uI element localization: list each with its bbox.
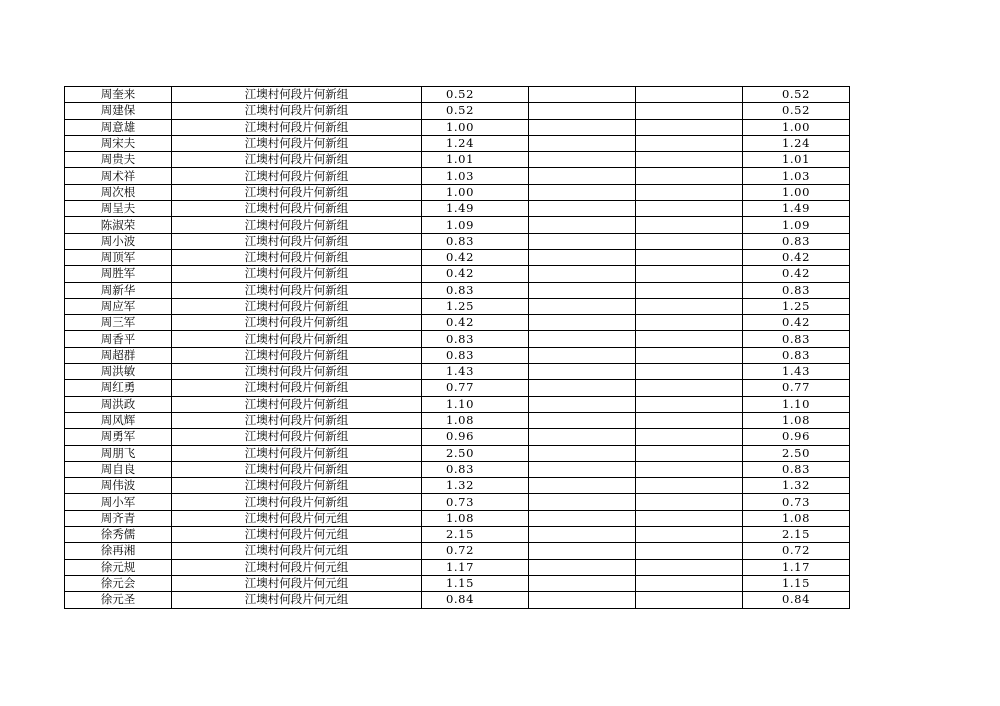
total-cell (743, 168, 850, 184)
location-cell: 江墺村何段片何新组 (172, 445, 422, 461)
empty-cell (636, 478, 743, 494)
name-cell: 周意雄 (65, 119, 172, 135)
empty-cell (529, 592, 636, 608)
table-row (65, 298, 850, 314)
total-cell-text: 0.83 (781, 347, 810, 362)
empty-cell (529, 201, 636, 217)
empty-cell (529, 217, 636, 233)
value-cell-text: 1.25 (445, 299, 474, 313)
name-cell: 周新华 (65, 282, 172, 298)
table-row (65, 315, 850, 331)
value-cell (422, 461, 529, 477)
value-cell (422, 103, 529, 119)
empty-cell (529, 331, 636, 347)
empty-cell (529, 249, 636, 265)
table-row (65, 429, 850, 445)
empty-cell (529, 119, 636, 135)
value-cell (422, 364, 529, 380)
value-cell (422, 315, 529, 331)
empty-cell (529, 527, 636, 543)
location-cell: 江墺村何段片何元组 (172, 592, 422, 608)
name-cell: 周小波 (65, 233, 172, 249)
empty-cell (636, 559, 743, 575)
total-cell (743, 412, 850, 428)
total-cell-text: 0.52 (781, 87, 810, 102)
total-cell (743, 429, 850, 445)
value-cell (422, 298, 529, 314)
total-cell (743, 152, 850, 168)
table-row (65, 510, 850, 526)
value-cell-text: 1.00 (445, 119, 474, 134)
table-row (65, 347, 850, 363)
value-cell-text: 0.84 (445, 592, 474, 607)
value-cell (422, 592, 529, 608)
total-cell (743, 119, 850, 135)
empty-cell (636, 494, 743, 510)
total-cell (743, 135, 850, 151)
location-cell: 江墺村何段片何新组 (172, 347, 422, 363)
location-cell: 江墺村何段片何新组 (172, 298, 422, 314)
value-cell (422, 152, 529, 168)
value-cell-text: 0.42 (445, 250, 474, 265)
total-cell-text: 1.09 (781, 217, 810, 232)
total-cell (743, 298, 850, 314)
empty-cell (529, 135, 636, 151)
total-cell-text: 1.25 (781, 299, 810, 313)
name-cell: 周超群 (65, 347, 172, 363)
name-cell: 周次根 (65, 184, 172, 200)
empty-cell (529, 282, 636, 298)
total-cell (743, 510, 850, 526)
location-cell: 江墺村何段片何新组 (172, 396, 422, 412)
total-cell (743, 217, 850, 233)
location-cell: 江墺村何段片何新组 (172, 412, 422, 428)
table-row (65, 543, 850, 559)
name-cell: 周风辉 (65, 412, 172, 428)
empty-cell (529, 543, 636, 559)
empty-cell (636, 135, 743, 151)
location-cell: 江墺村何段片何新组 (172, 380, 422, 396)
name-cell: 周红勇 (65, 380, 172, 396)
total-cell-text: 1.10 (781, 396, 810, 411)
name-cell: 周应军 (65, 298, 172, 314)
value-cell (422, 233, 529, 249)
table-row (65, 217, 850, 233)
empty-cell (529, 429, 636, 445)
total-cell (743, 315, 850, 331)
name-cell: 陈淑荣 (65, 217, 172, 233)
empty-cell (636, 364, 743, 380)
location-cell: 江墺村何段片何新组 (172, 315, 422, 331)
empty-cell (636, 331, 743, 347)
empty-cell (636, 152, 743, 168)
table-row (65, 152, 850, 168)
total-cell-text: 1.24 (781, 136, 810, 151)
empty-cell (529, 445, 636, 461)
name-cell: 周呈夫 (65, 201, 172, 217)
value-cell (422, 217, 529, 233)
table-row (65, 103, 850, 119)
name-cell: 徐元规 (65, 559, 172, 575)
value-cell (422, 347, 529, 363)
value-cell-text: 1.17 (445, 559, 474, 574)
location-cell: 江墺村何段片何元组 (172, 527, 422, 543)
empty-cell (636, 429, 743, 445)
total-cell-text: 0.42 (781, 250, 810, 265)
name-cell: 徐元圣 (65, 592, 172, 608)
value-cell-text: 0.77 (445, 380, 474, 395)
location-cell: 江墺村何段片何元组 (172, 543, 422, 559)
empty-cell (636, 103, 743, 119)
value-cell-text: 1.08 (445, 510, 474, 525)
value-cell-text: 1.10 (445, 396, 474, 411)
value-cell-text: 1.09 (445, 217, 474, 232)
value-cell (422, 249, 529, 265)
location-cell: 江墺村何段片何新组 (172, 478, 422, 494)
name-cell: 周伟波 (65, 478, 172, 494)
name-cell: 周齐青 (65, 510, 172, 526)
table-row (65, 168, 850, 184)
location-cell: 江墺村何段片何新组 (172, 119, 422, 135)
name-cell: 周贵夫 (65, 152, 172, 168)
total-cell-text: 1.08 (781, 510, 810, 525)
total-cell-text: 1.00 (781, 119, 810, 134)
empty-cell (636, 396, 743, 412)
total-cell-text: 1.01 (781, 152, 810, 167)
name-cell: 周胜军 (65, 266, 172, 282)
location-cell: 江墺村何段片何新组 (172, 494, 422, 510)
empty-cell (636, 217, 743, 233)
value-cell-text: 0.83 (445, 282, 474, 297)
data-table (64, 86, 850, 609)
name-cell: 周术祥 (65, 168, 172, 184)
value-cell-text: 1.00 (445, 184, 474, 199)
value-cell-text: 0.83 (445, 347, 474, 362)
value-cell (422, 396, 529, 412)
table-row (65, 478, 850, 494)
value-cell (422, 87, 529, 103)
value-cell (422, 478, 529, 494)
empty-cell (636, 87, 743, 103)
empty-cell (636, 201, 743, 217)
location-cell: 江墺村何段片何元组 (172, 510, 422, 526)
location-cell: 江墺村何段片何新组 (172, 249, 422, 265)
location-cell: 江墺村何段片何新组 (172, 217, 422, 233)
table-row (65, 364, 850, 380)
empty-cell (636, 119, 743, 135)
value-cell (422, 543, 529, 559)
value-cell-text: 0.42 (445, 315, 474, 330)
total-cell-text: 1.00 (781, 184, 810, 199)
total-cell-text: 0.83 (781, 331, 810, 346)
total-cell (743, 201, 850, 217)
total-cell (743, 575, 850, 591)
location-cell: 江墺村何段片何新组 (172, 461, 422, 477)
value-cell-text: 1.15 (445, 576, 474, 591)
value-cell (422, 119, 529, 135)
empty-cell (529, 315, 636, 331)
table-row (65, 249, 850, 265)
name-cell: 徐秀儒 (65, 527, 172, 543)
empty-cell (636, 510, 743, 526)
total-cell-text: 2.15 (781, 527, 810, 542)
total-cell-text: 1.17 (781, 559, 810, 574)
location-cell: 江墺村何段片何元组 (172, 559, 422, 575)
empty-cell (636, 575, 743, 591)
total-cell-text: 0.84 (781, 592, 810, 607)
table-row (65, 396, 850, 412)
total-cell (743, 396, 850, 412)
value-cell (422, 331, 529, 347)
value-cell-text: 0.83 (445, 233, 474, 248)
location-cell: 江墺村何段片何新组 (172, 168, 422, 184)
total-cell-text: 0.72 (781, 543, 810, 558)
table-row (65, 184, 850, 200)
name-cell: 周朋飞 (65, 445, 172, 461)
empty-cell (529, 559, 636, 575)
table-row (65, 445, 850, 461)
name-cell: 周洪政 (65, 396, 172, 412)
name-cell: 周顶军 (65, 249, 172, 265)
total-cell (743, 233, 850, 249)
empty-cell (636, 168, 743, 184)
empty-cell (636, 380, 743, 396)
value-cell-text: 0.83 (445, 461, 474, 476)
empty-cell (636, 445, 743, 461)
location-cell: 江墺村何段片何新组 (172, 152, 422, 168)
name-cell: 徐元会 (65, 575, 172, 591)
location-cell: 江墺村何段片何新组 (172, 331, 422, 347)
name-cell: 周勇军 (65, 429, 172, 445)
name-cell: 周洪敏 (65, 364, 172, 380)
total-cell-text: 0.77 (781, 380, 810, 395)
total-cell-text: 1.32 (781, 478, 810, 493)
total-cell-text: 0.83 (781, 461, 810, 476)
total-cell-text: 0.83 (781, 233, 810, 248)
empty-cell (636, 527, 743, 543)
value-cell (422, 494, 529, 510)
empty-cell (529, 87, 636, 103)
table-row (65, 494, 850, 510)
location-cell: 江墺村何段片何新组 (172, 282, 422, 298)
empty-cell (529, 510, 636, 526)
total-cell-text: 0.42 (781, 266, 810, 281)
value-cell-text: 1.01 (445, 152, 474, 167)
empty-cell (529, 184, 636, 200)
location-cell: 江墺村何段片何元组 (172, 575, 422, 591)
empty-cell (529, 380, 636, 396)
empty-cell (529, 478, 636, 494)
empty-cell (636, 592, 743, 608)
total-cell (743, 282, 850, 298)
value-cell-text: 1.43 (445, 364, 474, 379)
empty-cell (636, 184, 743, 200)
location-cell: 江墺村何段片何新组 (172, 266, 422, 282)
total-cell (743, 543, 850, 559)
empty-cell (529, 412, 636, 428)
table-row (65, 592, 850, 608)
total-cell-text: 1.43 (781, 364, 810, 379)
empty-cell (636, 249, 743, 265)
empty-cell (529, 575, 636, 591)
name-cell: 周香平 (65, 331, 172, 347)
value-cell-text: 1.03 (445, 168, 474, 183)
empty-cell (636, 282, 743, 298)
table-row (65, 87, 850, 103)
total-cell-text: 0.42 (781, 315, 810, 330)
name-cell: 徐再湘 (65, 543, 172, 559)
total-cell (743, 527, 850, 543)
name-cell: 周小军 (65, 494, 172, 510)
table-row (65, 282, 850, 298)
value-cell (422, 412, 529, 428)
empty-cell (529, 347, 636, 363)
value-cell-text: 1.08 (445, 413, 474, 428)
value-cell-text: 0.52 (445, 87, 474, 102)
value-cell-text: 0.42 (445, 266, 474, 281)
empty-cell (529, 152, 636, 168)
name-cell: 周自良 (65, 461, 172, 477)
total-cell (743, 445, 850, 461)
table-row (65, 380, 850, 396)
table-row (65, 266, 850, 282)
table-row (65, 119, 850, 135)
value-cell-text: 2.50 (445, 445, 474, 460)
empty-cell (529, 494, 636, 510)
table-row (65, 575, 850, 591)
total-cell-text: 1.49 (781, 201, 810, 216)
total-cell-text: 0.73 (781, 494, 810, 509)
total-cell (743, 184, 850, 200)
total-cell-text: 2.50 (781, 445, 810, 460)
table-row (65, 135, 850, 151)
total-cell (743, 478, 850, 494)
value-cell (422, 201, 529, 217)
value-cell-text: 0.52 (445, 103, 474, 118)
name-cell: 周宋夫 (65, 135, 172, 151)
value-cell (422, 184, 529, 200)
empty-cell (636, 266, 743, 282)
total-cell (743, 249, 850, 265)
location-cell: 江墺村何段片何新组 (172, 135, 422, 151)
value-cell-text: 1.32 (445, 478, 474, 493)
empty-cell (529, 461, 636, 477)
empty-cell (529, 233, 636, 249)
total-cell (743, 461, 850, 477)
location-cell: 江墺村何段片何新组 (172, 429, 422, 445)
value-cell (422, 445, 529, 461)
total-cell (743, 364, 850, 380)
table-row (65, 331, 850, 347)
value-cell-text: 2.15 (445, 527, 474, 542)
total-cell-text: 1.03 (781, 168, 810, 183)
total-cell (743, 331, 850, 347)
location-cell: 江墺村何段片何新组 (172, 233, 422, 249)
value-cell (422, 429, 529, 445)
value-cell-text: 0.72 (445, 543, 474, 558)
empty-cell (636, 315, 743, 331)
value-cell-text: 0.96 (445, 429, 474, 444)
empty-cell (636, 461, 743, 477)
location-cell: 江墺村何段片何新组 (172, 103, 422, 119)
total-cell (743, 347, 850, 363)
table-body (65, 87, 850, 609)
total-cell-text: 1.15 (781, 576, 810, 591)
location-cell: 江墺村何段片何新组 (172, 364, 422, 380)
value-cell (422, 527, 529, 543)
total-cell-text: 0.96 (781, 429, 810, 444)
total-cell (743, 559, 850, 575)
value-cell-text: 0.73 (445, 494, 474, 509)
total-cell (743, 103, 850, 119)
total-cell (743, 592, 850, 608)
empty-cell (636, 347, 743, 363)
value-cell-text: 1.24 (445, 136, 474, 151)
location-cell: 江墺村何段片何新组 (172, 87, 422, 103)
value-cell (422, 575, 529, 591)
total-cell-text: 1.08 (781, 413, 810, 428)
empty-cell (636, 233, 743, 249)
table-row (65, 559, 850, 575)
empty-cell (529, 168, 636, 184)
total-cell-text: 0.52 (781, 103, 810, 118)
total-cell-text: 0.83 (781, 282, 810, 297)
value-cell (422, 510, 529, 526)
value-cell-text: 0.83 (445, 331, 474, 346)
empty-cell (636, 298, 743, 314)
location-cell: 江墺村何段片何新组 (172, 201, 422, 217)
value-cell (422, 168, 529, 184)
value-cell (422, 559, 529, 575)
table-row (65, 233, 850, 249)
empty-cell (636, 543, 743, 559)
empty-cell (529, 396, 636, 412)
total-cell (743, 266, 850, 282)
table-row (65, 201, 850, 217)
table-row (65, 527, 850, 543)
total-cell (743, 380, 850, 396)
value-cell (422, 380, 529, 396)
empty-cell (529, 298, 636, 314)
total-cell (743, 494, 850, 510)
value-cell-text: 1.49 (445, 201, 474, 216)
empty-cell (529, 364, 636, 380)
empty-cell (636, 412, 743, 428)
name-cell: 周建保 (65, 103, 172, 119)
total-cell (743, 87, 850, 103)
value-cell (422, 266, 529, 282)
value-cell (422, 282, 529, 298)
empty-cell (529, 266, 636, 282)
value-cell (422, 135, 529, 151)
name-cell: 周三军 (65, 315, 172, 331)
empty-cell (529, 103, 636, 119)
location-cell: 江墺村何段片何新组 (172, 184, 422, 200)
table-row (65, 412, 850, 428)
name-cell: 周奎来 (65, 87, 172, 103)
table-row (65, 461, 850, 477)
